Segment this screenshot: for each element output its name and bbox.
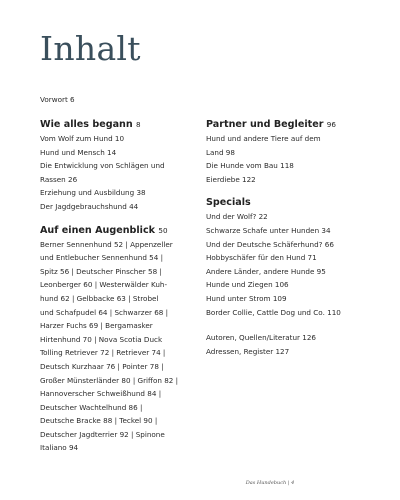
toc-entry: Deutscher Jagdterrier 92 | Spinone xyxy=(40,429,165,439)
toc-entry: und Entlebucher Sennenhund 54 | xyxy=(40,253,164,263)
toc-left-column xyxy=(40,118,208,465)
toc-entry: Adressen, Register 127 xyxy=(206,346,290,356)
toc-entry-vorwort: Vorwort 6 xyxy=(40,95,75,104)
toc-right-column xyxy=(206,118,376,368)
toc-entry: Harzer Fuchs 69 | Bergamasker xyxy=(40,321,153,331)
page-footer xyxy=(0,480,400,486)
toc-entry: Italiano 94 xyxy=(40,443,79,453)
footer-text: Das Hundebuch | 4 xyxy=(245,480,295,486)
toc-entry: Deutsche Bracke 88 | Teckel 90 | xyxy=(40,416,158,426)
section-page: 8 xyxy=(136,120,141,129)
toc-entry: Hund und Mensch 14 xyxy=(40,147,117,157)
toc-entry: Und der Wolf? 22 xyxy=(206,212,268,222)
toc-entry: Leonberger 60 | Westerwälder Kuh- xyxy=(40,280,168,290)
toc-entry: Hobbyschäfer für den Hund 71 xyxy=(206,253,317,263)
toc-entry: Berner Sennenhund 52 | Appenzeller xyxy=(40,239,173,249)
section-heading xyxy=(206,118,376,131)
toc-entry: Hund unter Strom 109 xyxy=(206,293,287,303)
toc-entry: Großer Münsterländer 80 | Griffon 82 | xyxy=(40,375,179,385)
toc-entry: Hannoverscher Schweißhund 84 | xyxy=(40,389,162,399)
toc-entry: Border Collie, Cattle Dog und Co. 110 xyxy=(206,307,341,317)
toc-entry: Die Hunde vom Bau 118 xyxy=(206,161,294,171)
toc-section-wie-alles-begann xyxy=(40,118,208,214)
toc-section-specials xyxy=(206,196,376,319)
toc-entry: Hirtenhund 70 | Nova Scotia Duck xyxy=(40,334,163,344)
toc-section-partner-und-begleiter xyxy=(206,118,376,186)
toc-section-appendix xyxy=(206,331,376,358)
toc-entry: Tolling Retriever 72 | Retriever 74 | xyxy=(40,348,166,358)
toc-entry: hund 62 | Gelbbacke 63 | Strobel xyxy=(40,293,159,303)
toc-entry: Deutscher Wachtelhund 86 | xyxy=(40,402,143,412)
section-title: Wie alles begann xyxy=(40,119,133,130)
section-heading xyxy=(40,118,208,131)
toc-entry: Die Entwicklung von Schlägen und xyxy=(40,161,165,171)
section-page: 50 xyxy=(158,225,168,235)
section-title: Partner und Begleiter xyxy=(206,119,324,130)
section-title: Specials xyxy=(206,197,251,209)
section-page: 96 xyxy=(326,120,336,129)
toc-entry: Deutsch Kurzhaar 76 | Pointer 78 | xyxy=(40,361,164,371)
section-heading xyxy=(206,196,376,209)
section-heading xyxy=(40,224,208,237)
toc-entry: Land 98 xyxy=(206,147,235,157)
toc-entry: Rassen 26 xyxy=(40,174,78,184)
toc-entry: Und der Deutsche Schäferhund? 66 xyxy=(206,239,334,249)
toc-entry: Der Jagdgebrauchshund 44 xyxy=(40,201,139,211)
toc-section-auf-einen-augenblick xyxy=(40,224,208,456)
toc-entry: Spitz 56 | Deutscher Pinscher 58 | xyxy=(40,266,162,276)
toc-entry: Andere Länder, andere Hunde 95 xyxy=(206,266,326,276)
page-title: Inhalt xyxy=(40,29,141,68)
toc-entry: und Schafpudel 64 | Schwarzer 68 | xyxy=(40,307,169,317)
toc-entry: Eierdiebe 122 xyxy=(206,174,256,184)
toc-entry: Hund und andere Tiere auf dem xyxy=(206,134,321,143)
toc-entry: Vom Wolf zum Hund 10 xyxy=(40,134,125,143)
toc-entry: Erziehung und Ausbildung 38 xyxy=(40,188,146,198)
toc-entry: Schwarze Schafe unter Hunden 34 xyxy=(206,225,331,235)
toc-entry: Autoren, Quellen/Literatur 126 xyxy=(206,333,316,343)
toc-entry: Hunde und Ziegen 106 xyxy=(206,280,289,290)
section-title: Auf einen Augenblick xyxy=(40,224,156,236)
